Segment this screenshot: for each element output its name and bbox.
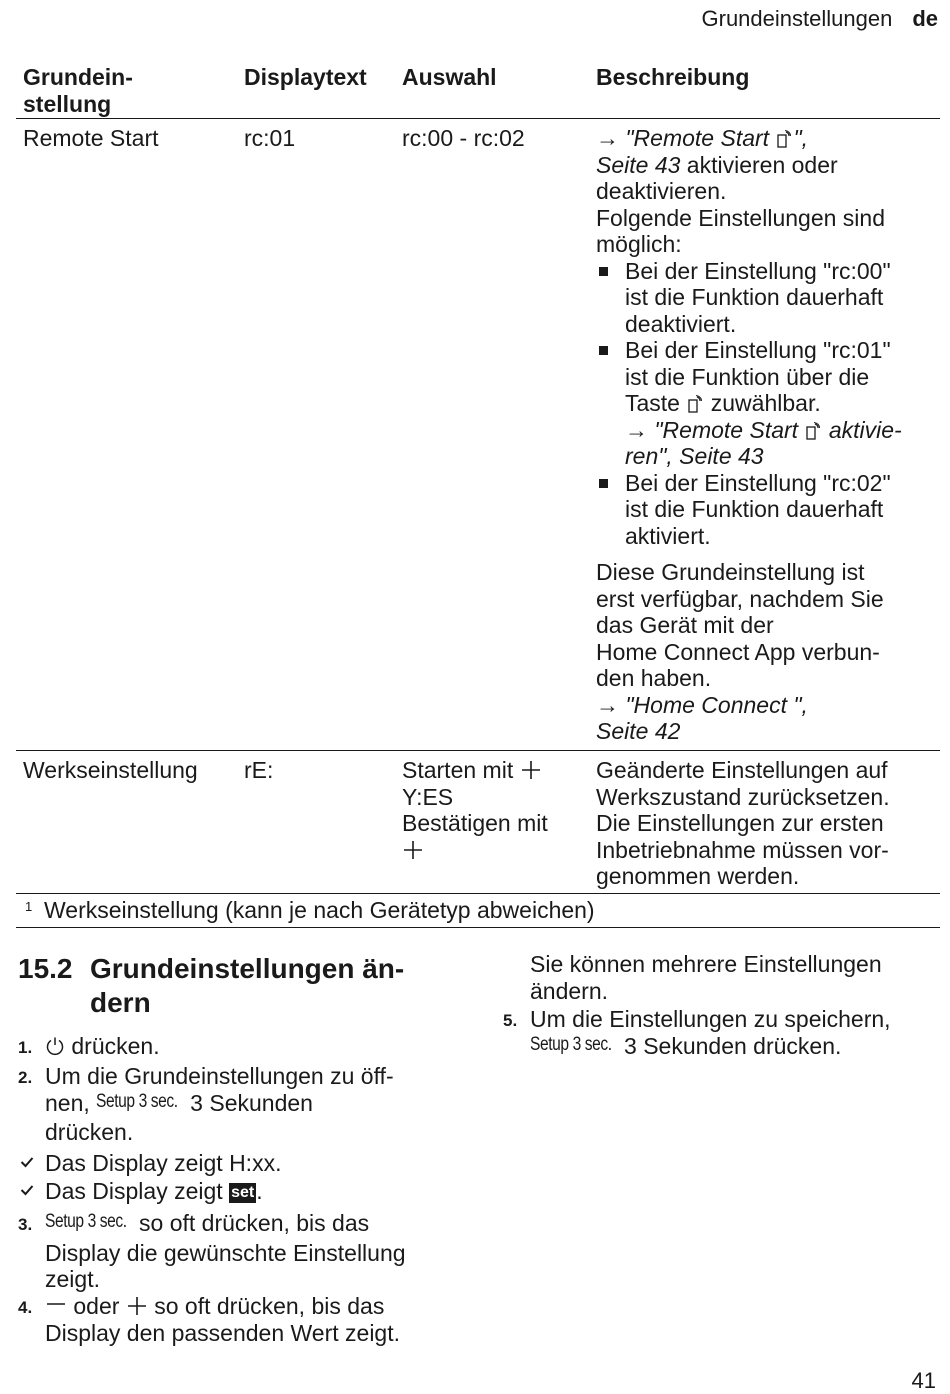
- header-section: Grundeinstellungen: [701, 6, 893, 31]
- list-item: Bei der Einstellung "rc:00": [596, 258, 940, 285]
- set-display-symbol: set: [231, 1184, 255, 1201]
- setup-3sec-button-label: Setup 3 sec.: [45, 1211, 127, 1232]
- header-display-text: Displaytext: [244, 64, 367, 90]
- power-icon: [45, 1036, 65, 1056]
- step-3: 3. Setup 3 sec. so oft drücken, bis das Display die gewünschte Einstellung zeigt.: [18, 1210, 406, 1292]
- header-selection: Auswahl: [402, 64, 497, 90]
- section-heading: [18, 952, 404, 1020]
- footnote-text: Werkseinstellung (kann je nach Gerätetyp abweichen): [44, 897, 595, 923]
- setup-3sec-button-label: Setup 3 sec.: [96, 1090, 178, 1112]
- cell-description: Geänderte Einstellungen auf Werkszustand zurücksetzen. Die Einstellungen zur ersten Inbetriebnahme müssen vor- genommen werden.: [596, 757, 890, 889]
- plus-icon: [402, 839, 424, 861]
- section-note: Sie können mehrere Einstellungen ändern.: [530, 951, 882, 1004]
- step-1: 1. drücken.: [18, 1033, 160, 1059]
- remote-start-icon: [688, 395, 702, 413]
- checkmark-icon: [20, 1183, 34, 1197]
- cell-selection: rc:00 - rc:02: [402, 125, 525, 151]
- table-header-row: [16, 56, 940, 119]
- remote-start-icon: [777, 130, 791, 148]
- running-header: [702, 6, 939, 32]
- header-language: de: [912, 6, 938, 31]
- cell-selection: Starten mit Y:ES Bestätigen mit: [402, 757, 582, 863]
- section-title-line1: Grundeinstellungen än-: [90, 953, 405, 984]
- page-number: 41: [911, 1368, 936, 1393]
- footnote-mark: 1: [25, 899, 33, 914]
- step-2: 2. Um die Grundeinstellungen zu öff- nen, Setup 3 sec. 3 Sekunden drücken.: [18, 1063, 394, 1145]
- table-row-factory-reset: [16, 751, 940, 894]
- remote-start-icon: [806, 422, 820, 440]
- list-item: Bei der Einstellung "rc:02": [596, 470, 940, 497]
- section-number: 15.2: [18, 953, 73, 984]
- settings-table: [16, 56, 940, 894]
- checkmark-icon: [20, 1155, 34, 1169]
- list-item: Bei der Einstellung "rc:01": [596, 337, 940, 364]
- header-setting: Grundein- stellung: [23, 64, 133, 117]
- step-5: 5. Um die Einstellungen zu speichern, Setup 3 sec. 3 Sekunden drücken.: [503, 1006, 891, 1059]
- cell-setting: Werkseinstellung: [23, 757, 198, 783]
- plus-icon: [520, 759, 542, 781]
- cell-display-text: rc:01: [244, 125, 296, 151]
- setup-3sec-button-label: Setup 3 sec.: [530, 1033, 612, 1055]
- cell-description: → "Remote Start ", Seite 43 aktivieren oder deaktivieren. Folgende Einstellungen sind möglich: Bei der Einstellung "rc:00" ist die Funktion dauerhaft deaktiviert. Bei der Einstellung "rc:01" ist die Funktion über die Taste zuwählbar. → "Remote Start aktivie- ren", Seite 43 Bei der Einstellung "rc:02" ist die Funktion dauerhaft aktiviert. Diese Grundeinstellung ist erst verfügbar, nachdem Sie das Gerät mit der Home Connect App verbun- den haben. → "Home Connect ", Seite 42: [596, 125, 940, 745]
- result-2: Das Display zeigt set.: [18, 1178, 263, 1205]
- cell-setting: Remote Start: [23, 125, 159, 151]
- table-row-remote-start: [16, 119, 940, 751]
- cell-display-text: rE:: [244, 757, 274, 783]
- header-description: Beschreibung: [596, 64, 750, 90]
- step-4: 4. oder so oft drücken, bis das Display den passenden Wert zeigt.: [18, 1293, 400, 1346]
- result-1: Das Display zeigt H:xx.: [18, 1150, 281, 1177]
- table-footnote: [16, 893, 940, 928]
- minus-icon: [45, 1295, 67, 1317]
- plus-icon: [126, 1295, 148, 1317]
- section-title-line2: dern: [90, 987, 151, 1018]
